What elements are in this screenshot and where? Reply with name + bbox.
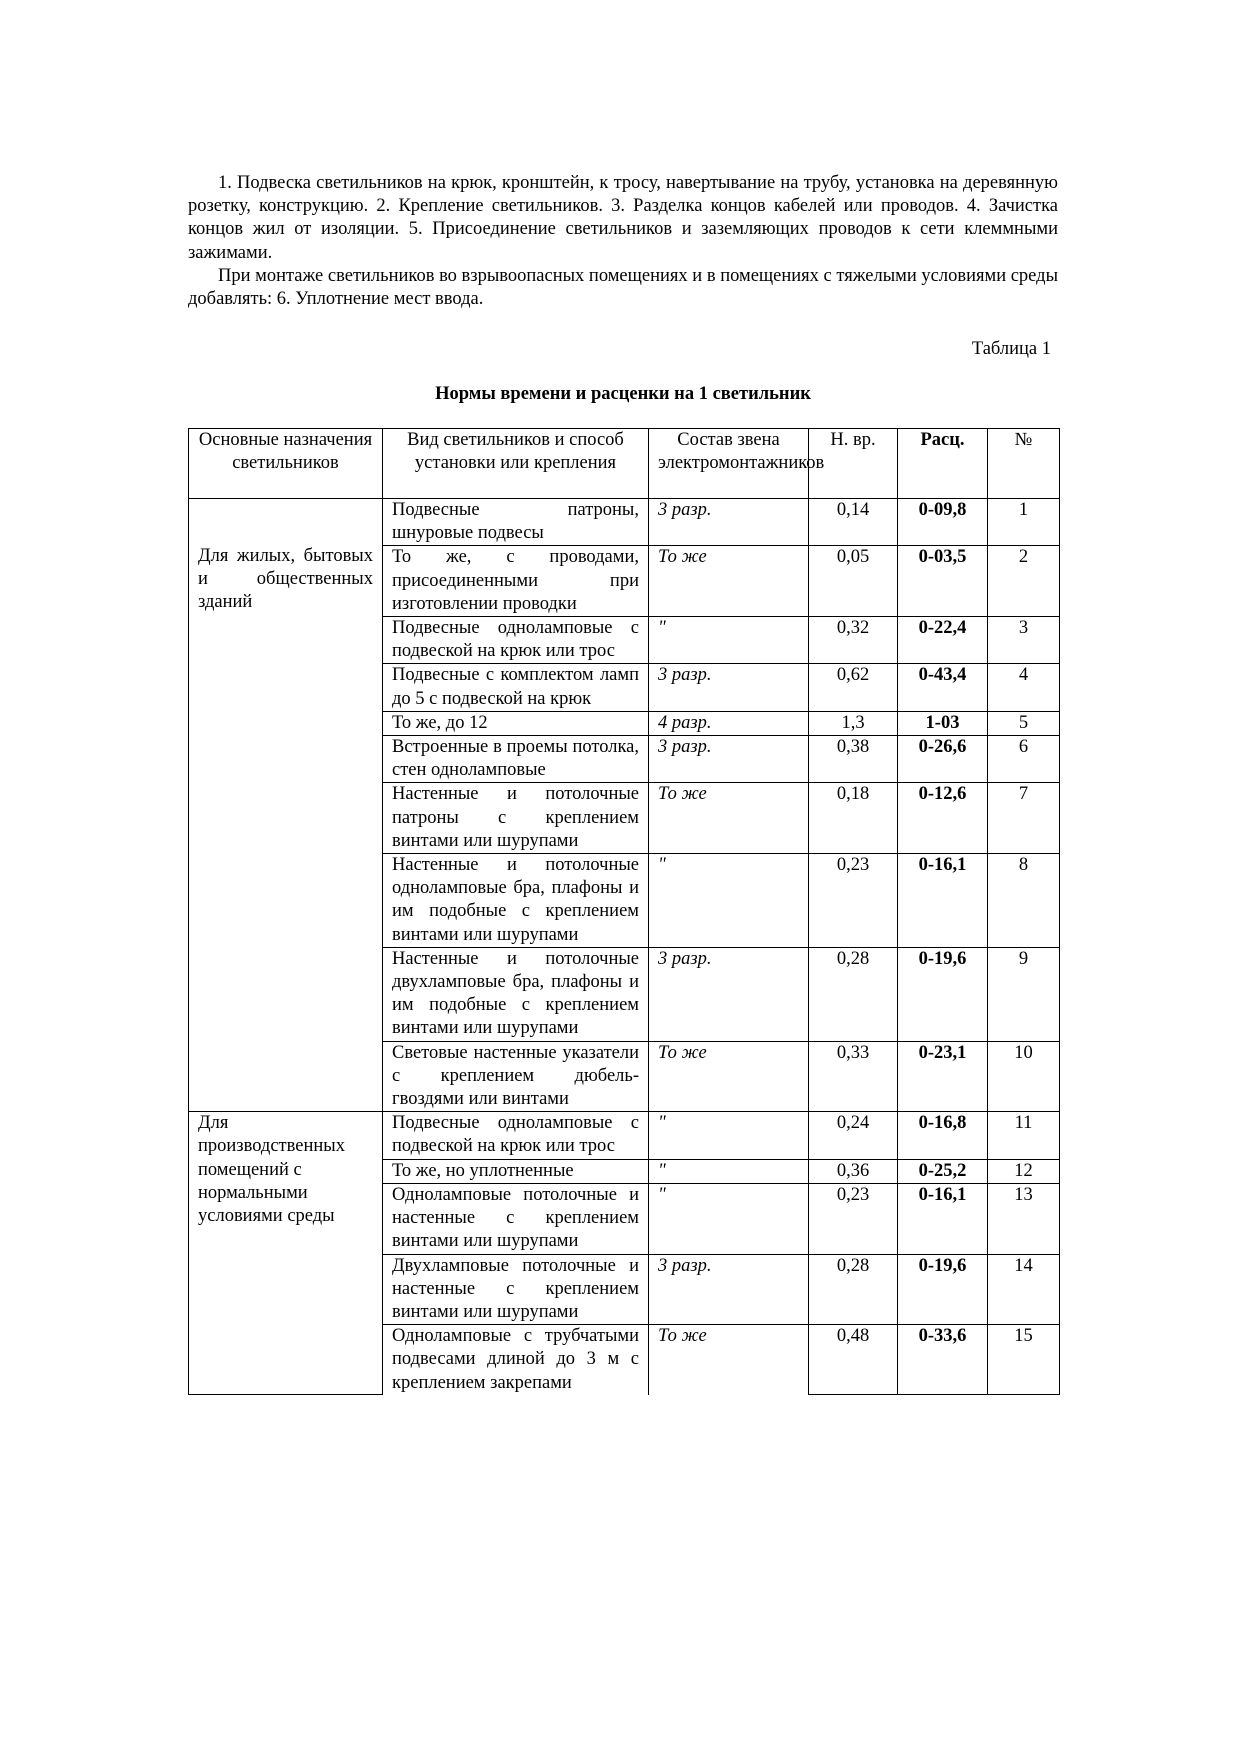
cell-number: 14: [988, 1254, 1060, 1325]
cell-number: 11: [988, 1112, 1060, 1159]
cell-price: 0-26,6: [898, 736, 988, 783]
cell-time: 0,05: [809, 546, 898, 617]
cell-number: 3: [988, 617, 1060, 664]
header-crew: Состав звена электромонтажников: [649, 429, 809, 499]
cell-crew: 3 разр.: [649, 664, 809, 711]
cell-kind: Подвесные одноламповые с подвеской на крюк или трос: [383, 617, 649, 664]
norms-table: [188, 428, 1060, 1395]
document-body: [188, 172, 1058, 406]
cell-time: 0,18: [809, 783, 898, 854]
cell-time: 0,23: [809, 1183, 898, 1254]
cell-kind: Двухламповые потолочные и настенные с креплением винтами или шурупами: [383, 1254, 649, 1325]
cell-kind: Настенные и потолочные одноламповые бра, плафоны и им подобные с креплением винтами или шурупами: [383, 854, 649, 948]
cell-crew: 4 разр.: [649, 711, 809, 735]
group-label: Для жилых, бытовых и общественных зданий: [198, 546, 373, 613]
cell-price: 0-09,8: [898, 499, 988, 546]
cell-number: 8: [988, 854, 1060, 948]
cell-crew: ": [649, 1183, 809, 1254]
table-header-row: [189, 429, 1060, 499]
cell-crew: 3 разр.: [649, 736, 809, 783]
cell-number: 6: [988, 736, 1060, 783]
cell-kind: Настенные и потолочные патроны с креплением винтами или шурупами: [383, 783, 649, 854]
header-number: №: [988, 429, 1060, 499]
cell-kind: Одноламповые с трубчатыми подвесами длиной до 3 м с креплением закрепами: [383, 1325, 649, 1395]
cell-kind: Настенные и потолочные двухламповые бра, плафоны и им подобные с креплением винтами или шурупами: [383, 947, 649, 1041]
cell-price: 0-19,6: [898, 1254, 988, 1325]
cell-number: 1: [988, 499, 1060, 546]
cell-time: 0,23: [809, 854, 898, 948]
header-purpose: Основные назначения светильников: [189, 429, 383, 499]
cell-kind: Подвесные патроны, шнуровые подвесы: [383, 499, 649, 546]
intro-paragraph-2: При монтаже светильников во взрывоопасных помещениях и в помещениях с тяжелыми условиями среды добавлять: 6. Уплотнение мест ввода.: [188, 265, 1058, 310]
header-kind: Вид светильников и способ установки или крепления: [383, 429, 649, 499]
cell-time: 0,14: [809, 499, 898, 546]
cell-number: 5: [988, 711, 1060, 735]
intro-paragraph-1: 1. Подвеска светильников на крюк, кронштейн, к тросу, навертывание на трубу, установка на деревянную розетку, конструкцию. 2. Крепление светильников. 3. Разделка концов кабелей или проводов. 4. Зачистка концов жил от изоляции. 5. Присоединение светильников и заземляющих проводов к сети клеммными зажимами.: [188, 173, 1058, 263]
cell-crew: То же: [649, 783, 809, 854]
cell-kind: Подвесные одноламповые с подвеской на крюк или трос: [383, 1112, 649, 1159]
table-title: Нормы времени и расценки на 1 светильник: [435, 384, 811, 405]
table-caption: Таблица 1: [971, 339, 1051, 360]
cell-number: 15: [988, 1325, 1060, 1395]
cell-time: 0,36: [809, 1159, 898, 1183]
cell-time: 1,3: [809, 711, 898, 735]
cell-number: 2: [988, 546, 1060, 617]
cell-number: 10: [988, 1041, 1060, 1112]
cell-time: 0,32: [809, 617, 898, 664]
cell-price: 0-22,4: [898, 617, 988, 664]
group-cell: [189, 499, 383, 1112]
cell-crew: ": [649, 1112, 809, 1159]
cell-kind: Одноламповые потолочные и настенные с креплением винтами или шурупами: [383, 1183, 649, 1254]
cell-number: 12: [988, 1159, 1060, 1183]
cell-number: 7: [988, 783, 1060, 854]
group-label: Для производственных помещений с нормальными условиями среды: [198, 1113, 345, 1227]
header-price: Расц.: [898, 429, 988, 499]
cell-time: 0,28: [809, 1254, 898, 1325]
cell-time: 0,48: [809, 1325, 898, 1395]
cell-price: 0-43,4: [898, 664, 988, 711]
cell-time: 0,24: [809, 1112, 898, 1159]
cell-price: 0-23,1: [898, 1041, 988, 1112]
cell-price: 0-16,1: [898, 854, 988, 948]
cell-number: 4: [988, 664, 1060, 711]
cell-crew: То же: [649, 1041, 809, 1112]
cell-price: 0-25,2: [898, 1159, 988, 1183]
cell-price: 0-19,6: [898, 947, 988, 1041]
cell-price: 0-03,5: [898, 546, 988, 617]
cell-crew: ": [649, 617, 809, 664]
cell-number: 9: [988, 947, 1060, 1041]
header-time: Н. вр.: [809, 429, 898, 499]
cell-kind: Встроенные в проемы потолка, стен одноламповые: [383, 736, 649, 783]
cell-kind: Световые настенные указатели с креплением дюбель-гвоздями или винтами: [383, 1041, 649, 1112]
cell-price: 0-16,1: [898, 1183, 988, 1254]
cell-kind: Подвесные с комплектом ламп до 5 с подвеской на крюк: [383, 664, 649, 711]
table-row: [189, 1112, 1060, 1159]
cell-crew: 3 разр.: [649, 499, 809, 546]
cell-time: 0,38: [809, 736, 898, 783]
table-row: [189, 499, 1060, 546]
cell-crew: То же: [649, 546, 809, 617]
cell-time: 0,62: [809, 664, 898, 711]
cell-crew: 3 разр.: [649, 947, 809, 1041]
cell-crew: ": [649, 1159, 809, 1183]
cell-kind: То же, с проводами, присоединенными при изготовлении проводки: [383, 546, 649, 617]
cell-crew: 3 разр.: [649, 1254, 809, 1325]
cell-price: 0-33,6: [898, 1325, 988, 1395]
cell-number: 13: [988, 1183, 1060, 1254]
cell-kind: То же, но уплотненные: [383, 1159, 649, 1183]
cell-time: 0,28: [809, 947, 898, 1041]
cell-price: 0-16,8: [898, 1112, 988, 1159]
cell-kind: То же, до 12: [383, 711, 649, 735]
cell-price: 0-12,6: [898, 783, 988, 854]
cell-crew: ": [649, 854, 809, 948]
cell-crew: То же: [649, 1325, 809, 1395]
group-cell: [189, 1112, 383, 1395]
cell-price: 1-03: [898, 711, 988, 735]
cell-time: 0,33: [809, 1041, 898, 1112]
